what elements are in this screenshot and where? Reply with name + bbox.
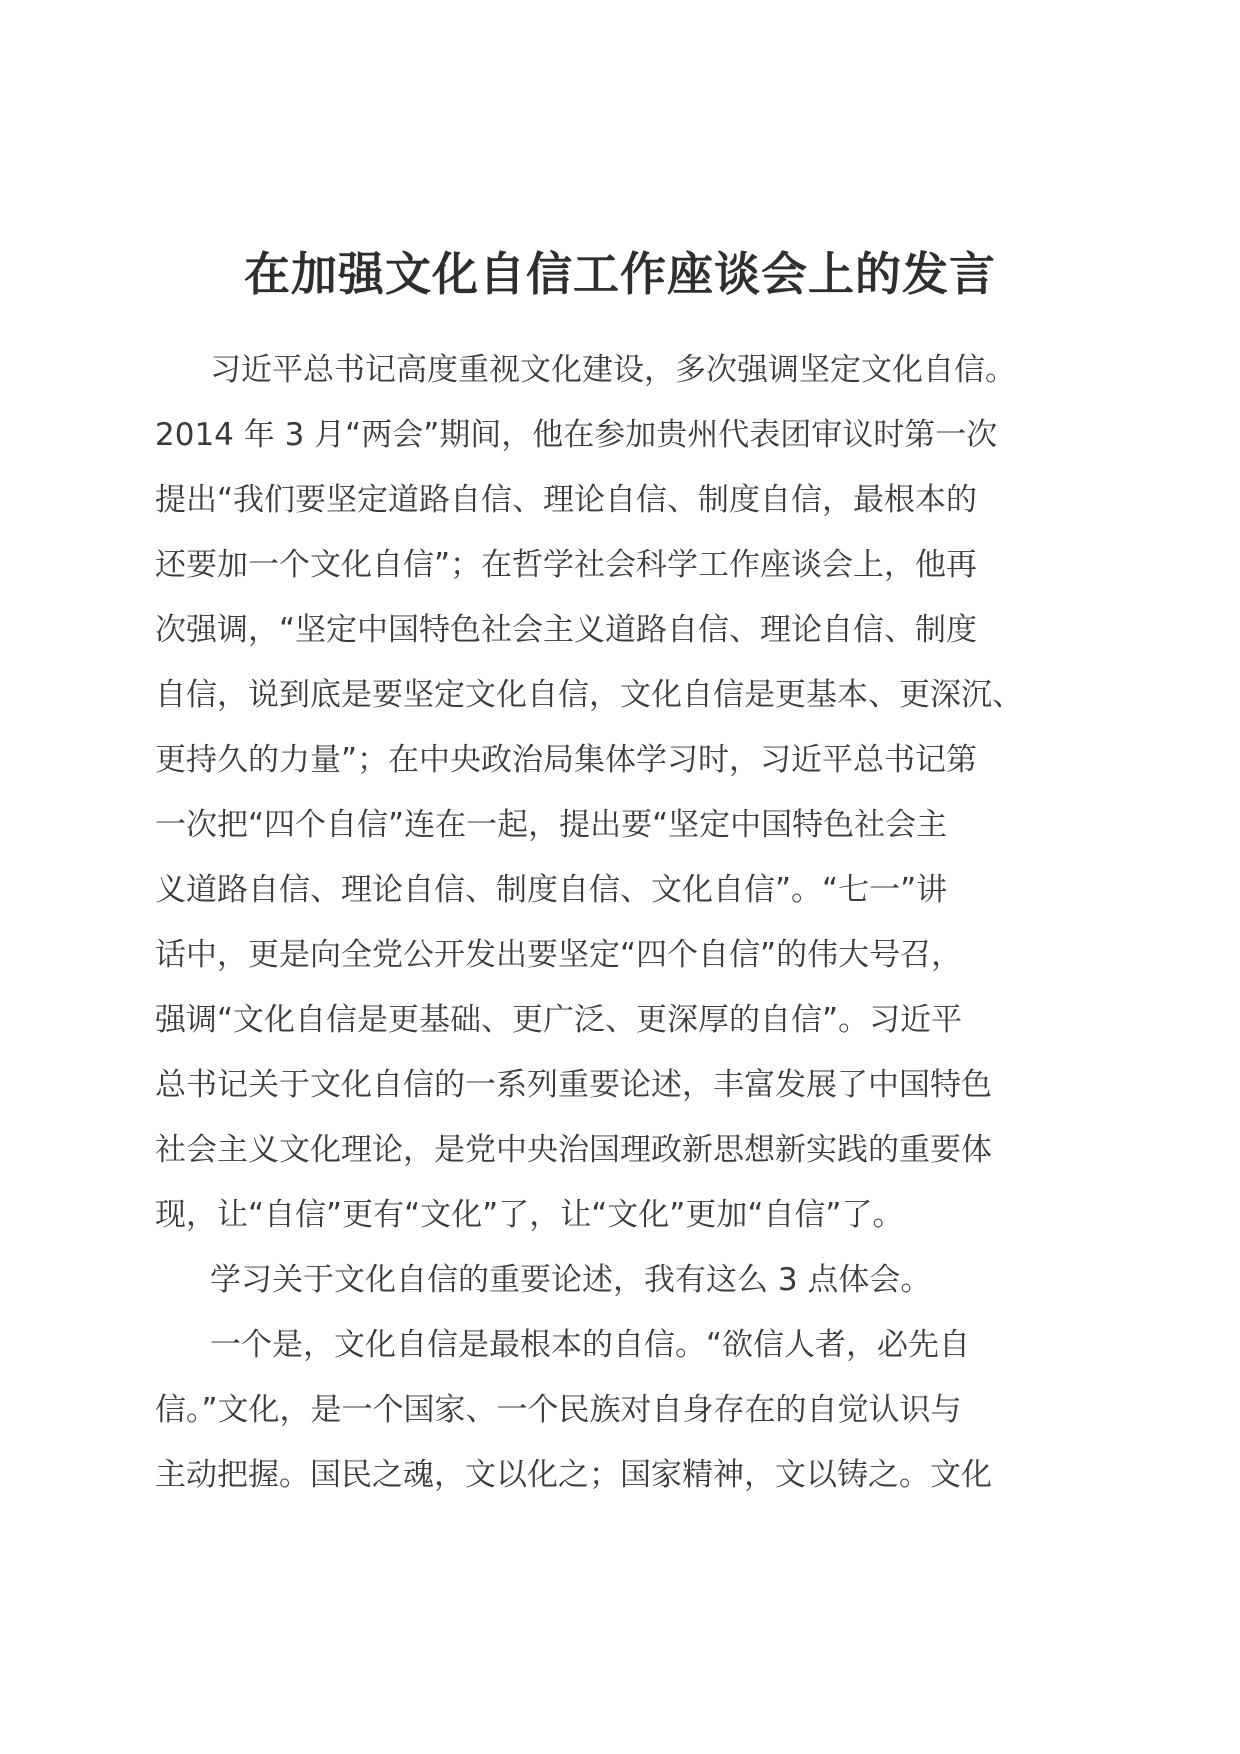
paragraph-line: 一次把“四个自信”连在一起，提出要“坚定中国特色社会主 xyxy=(155,807,948,843)
paragraph-line: 义道路自信、理论自信、制度自信、文化自信”。“七一”讲 xyxy=(155,872,948,908)
paragraph-line: 信。”文化，是一个国家、一个民族对自身存在的自觉认识与 xyxy=(155,1392,962,1428)
paragraph-line: 还要加一个文化自信”；在哲学社会科学工作座谈会上，他再 xyxy=(155,547,978,583)
paragraph-line: 自信，说到底是要坚定文化自信，文化自信是更基本、更深沉、 xyxy=(155,677,1023,713)
paragraph-line: 提出“我们要坚定道路自信、理论自信、制度自信，最根本的 xyxy=(155,482,978,518)
paragraph-line: 主动把握。国民之魂，文以化之；国家精神，文以铸之。文化 xyxy=(155,1457,992,1493)
paragraph-line: 2014 年 3 月“两会”期间，他在参加贵州代表团审议时第一次 xyxy=(155,417,998,453)
paragraph-line: 更持久的力量”；在中央政治局集体学习时，习近平总书记第 xyxy=(155,742,978,778)
paragraph-line: 强调“文化自信是更基础、更广泛、更深厚的自信”。习近平 xyxy=(155,1002,963,1038)
paragraph-line: 次强调，“坚定中国特色社会主义道路自信、理论自信、制度 xyxy=(155,612,978,648)
paragraph-line: 话中，更是向全党公开发出要坚定“四个自信”的伟大号召， xyxy=(155,937,963,973)
document-title: 在加强文化自信工作座谈会上的发言 xyxy=(244,247,996,301)
paragraph-line: 学习关于文化自信的重要论述，我有这么 3 点体会。 xyxy=(210,1262,932,1298)
document-body xyxy=(155,338,1095,1508)
paragraph-line: 现，让“自信”更有“文化”了，让“文化”更加“自信”了。 xyxy=(155,1197,904,1233)
paragraph-line: 一个是，文化自信是最根本的自信。“欲信人者，必先自 xyxy=(210,1327,971,1363)
paragraph-line: 社会主义文化理论，是党中央治国理政新思想新实践的重要体 xyxy=(155,1132,992,1168)
paragraph-line: 总书记关于文化自信的一系列重要论述，丰富发展了中国特色 xyxy=(155,1067,992,1103)
paragraph-line: 习近平总书记高度重视文化建设，多次强调坚定文化自信。 xyxy=(210,352,1016,388)
